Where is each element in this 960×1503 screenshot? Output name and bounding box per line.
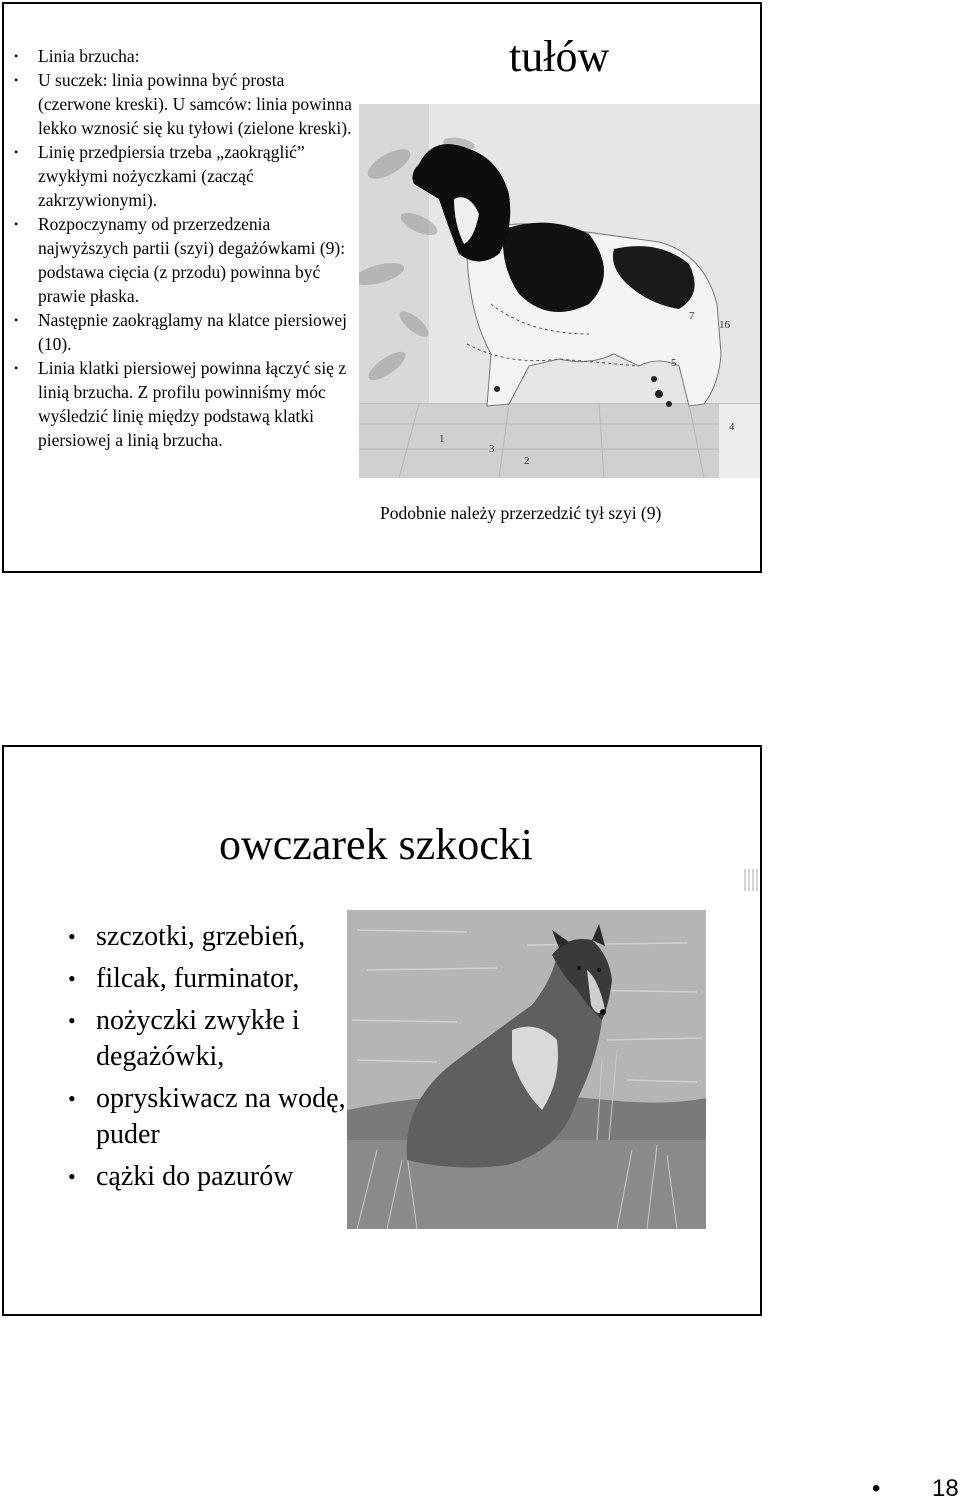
photo-label: 5 (671, 357, 677, 369)
bullet-item: • filcak, furminator, (68, 961, 348, 997)
bullet-item: • Rozpoczynamy od przerzedzenia najwyższych partii (szyi) degażówkami (9): podstawa cięcia (z przodu) powinna być prawie płaska. (12, 212, 357, 308)
bullet-item: • Linia klatki piersiowej powinna łączyć się z linią brzucha. Z profilu powinniśmy móc wyśledzić linię między podstawą klatki piersiowej a linią brzucha. (12, 356, 357, 452)
bullet-item: • U suczek: linia powinna być prosta (czerwone kreski). U samców: linia powinna lekko wznosić się ku tyłowi (zielone kreski). (12, 68, 357, 140)
landseer-dog-photo (359, 104, 762, 478)
photo-label: 16 (719, 319, 730, 331)
photo-label: 7 (689, 310, 695, 322)
bullet-item: • Następnie zaokrąglamy na klatce piersiowej (10). (12, 308, 357, 356)
page-number: 18 (932, 1475, 959, 1502)
photo-label: 3 (489, 443, 495, 455)
bullet-item: • opryskiwacz na wodę, puder (68, 1081, 348, 1153)
tools-bullet-list (68, 919, 348, 1201)
bullet-item: • Linia brzucha: (12, 44, 357, 68)
torso-bullet-list (12, 44, 357, 452)
slide-title: tułów (509, 32, 610, 81)
photo-label: 4 (729, 421, 735, 433)
slide-collie (2, 745, 762, 1316)
bullet-item: • nożyczki zwykłe i degażówki, (68, 1003, 348, 1075)
bullet-item: • Linię przedpiersia trzeba „zaokrąglić” zwykłymi nożyczkami (zacząć zakrzywionymi). (12, 140, 357, 212)
decorative-stripe (744, 869, 758, 891)
photo-label: 2 (524, 455, 530, 467)
slide-torso (2, 2, 762, 573)
footer-bullet: • (872, 1475, 881, 1502)
photo-label: 1 (439, 433, 445, 445)
bullet-item: • szczotki, grzebień, (68, 919, 348, 955)
photo-caption: Podobnie należy przerzedzić tył szyi (9) (380, 503, 662, 523)
slide-title: owczarek szkocki (219, 820, 533, 869)
collie-dog-photo (347, 910, 706, 1229)
bullet-item: • cążki do pazurów (68, 1159, 348, 1195)
